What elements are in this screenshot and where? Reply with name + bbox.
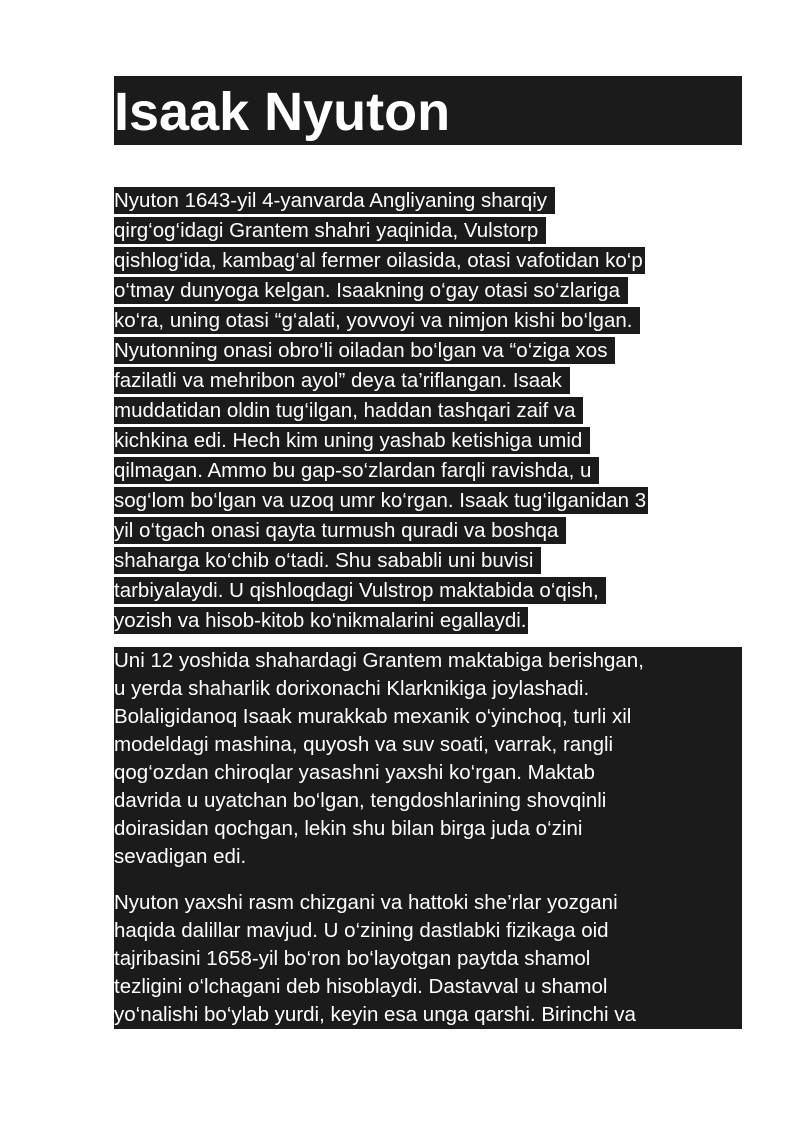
text-line: sevadigan edi. [114, 845, 247, 868]
text-line-content: ko‘ra, uning otasi “g‘alati, yovvoyi va nimjon kishi bo‘lgan. [114, 309, 639, 332]
text-line [114, 606, 742, 636]
text-line [114, 186, 742, 216]
text-line: modeldagi mashina, quyosh va suv soati, varrak, rangli [114, 733, 614, 756]
text-line: tajribasini 1658-yil bo‘ron bo‘layotgan paytda shamol [114, 947, 591, 970]
text-line: tezligini o‘lchagani deb hisoblaydi. Dastavval u shamol [114, 975, 608, 998]
text-line: Uni 12 yoshida shahardagi Grantem maktabiga berishgan, [114, 649, 644, 672]
text-line: qog‘ozdan chiroqlar yasashni yaxshi ko‘rgan. Maktab [114, 761, 595, 784]
text-line [114, 486, 742, 516]
text-line [114, 576, 742, 606]
text-line-content: Nyutonning onasi obro‘li oiladan bo‘lgan va “o‘ziga xos [114, 339, 614, 362]
text-line-content: yil o‘tgach onasi qayta turmush quradi va boshqa [114, 519, 565, 542]
text-line [114, 366, 742, 396]
text-line: yo‘nalishi bo‘ylab yurdi, keyin esa unga qarshi. Birinchi va [114, 1003, 636, 1026]
text-line-content: muddatidan oldin tug‘ilgan, haddan tashqari zaif va [114, 399, 582, 422]
text-line [114, 216, 742, 246]
text-line [114, 246, 742, 276]
paragraph-1 [114, 186, 742, 636]
text-line-content: kichkina edi. Hech kim uning yashab ketishiga umid [114, 429, 589, 452]
paragraph-spacer [114, 871, 742, 889]
text-line-content: fazilatli va mehribon ayol” deya ta’riflangan. Isaak [114, 369, 568, 392]
text-line: davrida u uyatchan bo‘lgan, tengdoshlarining shovqinli [114, 789, 607, 812]
text-line-content: qishlog‘ida, kambag‘al fermer oilasida, otasi vafotidan ko‘p [114, 249, 643, 272]
page-title: Isaak Nyuton [114, 82, 451, 142]
text-line: doirasidan qochgan, lekin shu bilan birga juda o‘zini [114, 817, 583, 840]
text-line: Bolaligidanoq Isaak murakkab mexanik o‘yinchoq, turli xil [114, 705, 632, 728]
text-line-content: shaharga ko‘chib o‘tadi. Shu sababli uni buvisi [114, 549, 540, 572]
paragraph-block-2-3 [114, 647, 742, 1029]
text-line [114, 516, 742, 546]
document-page [114, 76, 742, 1026]
text-line-content: sog‘lom bo‘lgan va uzoq umr ko‘rgan. Isaak tug‘ilganidan 3 [114, 489, 647, 512]
text-line [114, 456, 742, 486]
text-line [114, 276, 742, 306]
text-line-content: qirg‘og‘idagi Grantem shahri yaqinida, Vulstorp [114, 219, 544, 242]
text-line-content: qilmagan. Ammo bu gap-so‘zlardan farqli ravishda, u [114, 459, 598, 482]
text-line: haqida dalillar mavjud. U o‘zining dastlabki fizikaga oid [114, 919, 609, 942]
text-line [114, 546, 742, 576]
paragraph-3 [114, 889, 742, 1029]
text-line [114, 336, 742, 366]
text-line-content: Nyuton 1643-yil 4-yanvarda Angliyaning sharqiy [114, 189, 553, 212]
title-banner [114, 76, 742, 145]
text-line [114, 426, 742, 456]
text-line [114, 306, 742, 336]
text-line: Nyuton yaxshi rasm chizgani va hattoki she’rlar yozgani [114, 891, 618, 914]
text-line-content: yozish va hisob-kitob ko‘nikmalarini egallaydi. [114, 609, 527, 632]
text-line-content: o‘tmay dunyoga kelgan. Isaakning o‘gay otasi so‘zlariga [114, 279, 626, 302]
text-line-content: tarbiyalaydi. U qishloqdagi Vulstrop maktabida o‘qish, [114, 579, 605, 602]
text-line: u yerda shaharlik dorixonachi Klarknikiga joylashadi. [114, 677, 590, 700]
paragraph-2 [114, 647, 742, 871]
text-line [114, 396, 742, 426]
